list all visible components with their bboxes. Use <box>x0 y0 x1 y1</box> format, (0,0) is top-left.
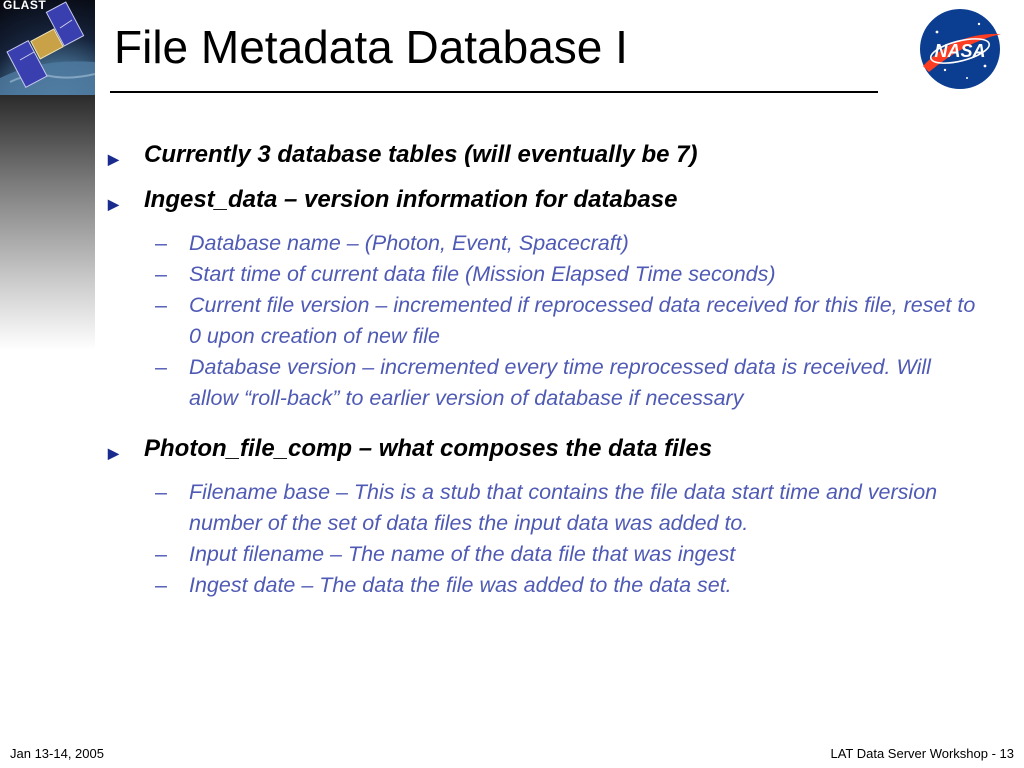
sub-bullet-item <box>100 259 980 290</box>
glast-logo <box>0 0 95 95</box>
bullet-text: Ingest_data – version information for database <box>144 186 678 213</box>
sub-bullet-item <box>100 290 980 352</box>
sub-bullet-item <box>100 352 980 414</box>
bullet-item <box>100 185 980 215</box>
bullet-text: Currently 3 database tables (will eventually be 7) <box>144 141 698 168</box>
dash-marker: – <box>155 355 167 379</box>
sub-bullet-text: Ingest date – The data the file was added to the data set. <box>189 573 732 597</box>
dash-marker: – <box>155 542 167 566</box>
dash-marker: – <box>155 231 167 255</box>
dash-marker: – <box>155 573 167 597</box>
sub-bullet-text: Current file version – incremented if reprocessed data received for this file, reset to 0 upon creation of new file <box>189 293 976 348</box>
slide-content <box>100 140 980 621</box>
nasa-logo-text: NASA <box>934 41 986 61</box>
dash-marker: – <box>155 480 167 504</box>
slide-title: File Metadata Database I <box>114 21 628 73</box>
right-triangle-icon: ▶ <box>108 196 119 212</box>
sub-bullet-text: Input filename – The name of the data file that was ingest <box>189 542 736 566</box>
nasa-meatball-icon <box>915 4 1005 94</box>
sub-bullet-item <box>100 477 980 539</box>
satellite-icon <box>0 0 95 95</box>
sub-bullet-item <box>100 570 980 601</box>
bullet-text: Photon_file_comp – what composes the data files <box>144 435 713 462</box>
side-gradient-band <box>0 95 95 350</box>
dash-marker: – <box>155 293 167 317</box>
sub-bullet-list <box>100 477 980 601</box>
bullet-item <box>100 434 980 464</box>
sub-bullet-text: Database name – (Photon, Event, Spacecraft) <box>189 231 629 255</box>
sub-bullet-item <box>100 539 980 570</box>
sub-bullet-item <box>100 228 980 259</box>
bullet-item <box>100 140 980 170</box>
sub-bullet-list <box>100 228 980 414</box>
footer-page-label: LAT Data Server Workshop - 13 <box>830 746 1014 761</box>
dash-marker: – <box>155 262 167 286</box>
title-underline <box>110 91 878 93</box>
sub-bullet-text: Start time of current data file (Mission Elapsed Time seconds) <box>189 262 776 286</box>
right-triangle-icon: ▶ <box>108 151 119 167</box>
right-triangle-icon: ▶ <box>108 445 119 461</box>
sub-bullet-text: Database version – incremented every time reprocessed data is received. Will allow “roll-back” to earlier version of database if necessary <box>189 355 931 410</box>
footer-date: Jan 13-14, 2005 <box>10 746 104 761</box>
sub-bullet-text: Filename base – This is a stub that contains the file data start time and version number of the set of data files the input data was added to. <box>189 480 938 535</box>
glast-logo-text: GLAST <box>3 0 47 12</box>
